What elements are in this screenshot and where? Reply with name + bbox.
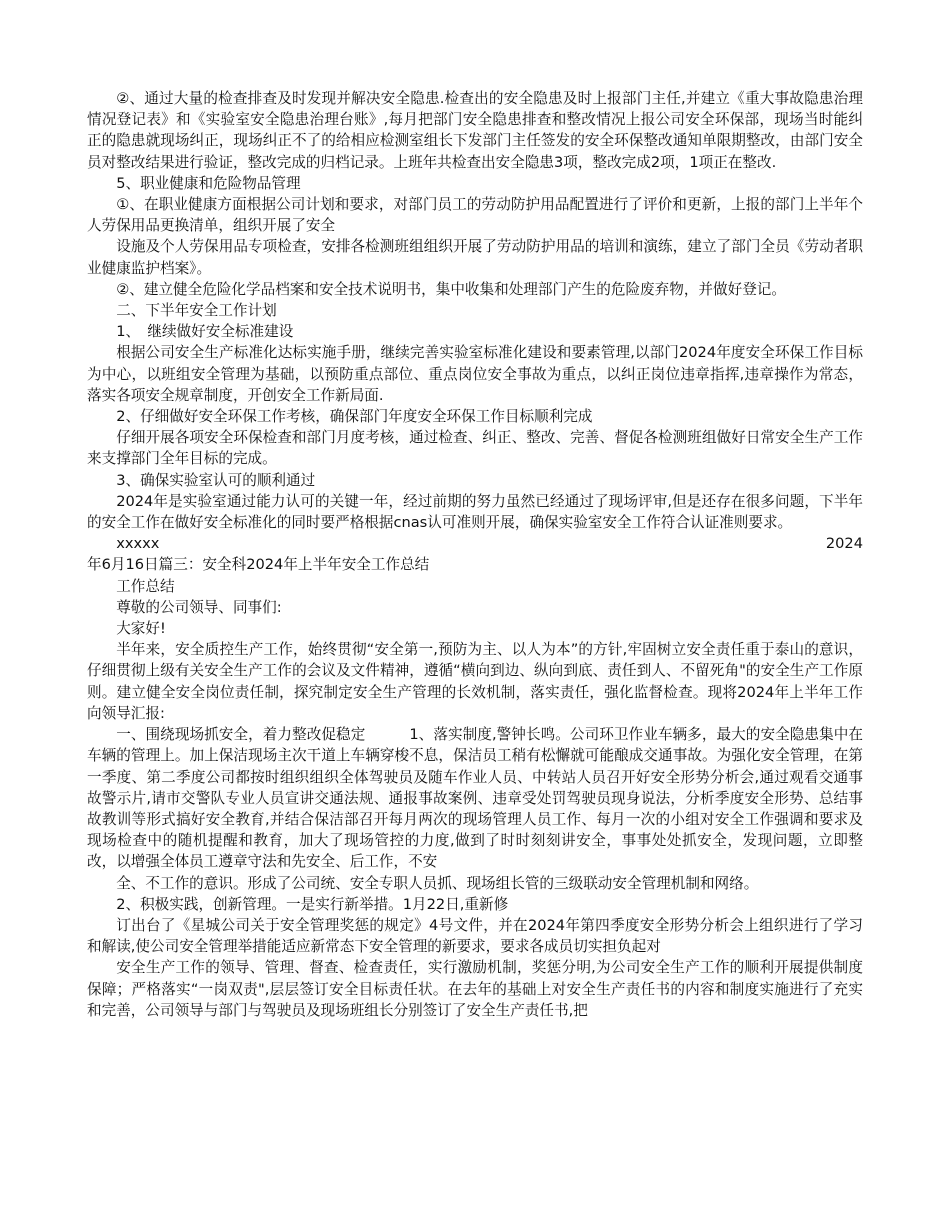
paragraph: 订出台了《星城公司关于安全管理奖惩的规定》4号文件，并在2024年第四季度安全形势分析会上组织进行了学习和解读,使公司安全管理举措能适应新常态下安全管理的新要求，要求各成员切实担负起对 xyxy=(87,916,863,956)
document-body xyxy=(87,88,863,1021)
section-heading: 二、下半年安全工作计划 xyxy=(116,302,277,320)
paragraph: ②、通过大量的检查排查及时发现并解决安全隐患.检查出的安全隐患及时上报部门主任,并建立《重大事故隐患治理情况登记表》和《实验室安全隐患治理台账》,每月把部门安全隐患排查和整改情况上报公司安全环保部，现场当时能纠正的隐患就现场纠正，现场纠正不了的给相应检测室组长下发部门主任签发的安全环保整改通知单限期整改，由部门安全员对整改结果进行验证，整改完成的归档记录。上班年共检查出安全隐患3项，整改完成2项，1项正在整改. xyxy=(87,90,863,171)
section-heading: 3、确保实验室认可的顺利通过 xyxy=(116,471,316,489)
section-heading: 1、 继续做好安全标准建设 xyxy=(116,323,294,341)
section-heading: 2、仔细做好安全环保工作考核，确保部门年度安全环保工作目标顺利完成 xyxy=(116,408,593,426)
paragraph: 一、围绕现场抓安全，着力整改促稳定 1、落实制度,警钟长鸣。公司环卫作业车辆多，最大的安全隐患集中在车辆的管理上。加上保洁现场主次干道上车辆穿梭不息，保洁员工稍有松懈就可能酿成交通事故。为强化安全管理，在第一季度、第二季度公司都按时组织组织全体驾驶员及随车作业人员、中转站人员召开好安全形势分析会,通过观看交通事故警示片,请市交警队专业人员宣讲交通法规、通报事故案例、违章受处罚驾驶员现身说法，分析季度安全形势、总结事故教训等形式搞好安全教育,并结合保洁部召开每月两次的现场管理人员工作、每月一次的小组对安全工作强调和要求及现场检查中的随机提醒和教育，加大了现场管控的力度,做到了时时刻刻讲安全，事事处处抓安全，发现问题，立即整改，以增强全体员工遵章守法和先安全、后工作，不安 xyxy=(87,726,863,871)
signature-name: xxxxx xyxy=(116,535,160,553)
greeting: 大家好! xyxy=(116,620,166,638)
greeting: 尊敬的公司领导、同事们: xyxy=(116,598,282,616)
section-heading: 5、职业健康和危险物品管理 xyxy=(116,174,301,192)
paragraph: 安全生产工作的领导、管理、督查、检查责任，实行激励机制，奖惩分明,为公司安全生产工作的顺利开展提供制度保障；严格落实“一岗双责",层层签订安全目标责任状。在去年的基础上对安全生产责任书的内容和制度实施进行了充实和完善，公司领导与部门与驾驶员及现场班组长分别签订了安全生产责任书,把 xyxy=(87,959,863,1019)
paragraph: 仔细开展各项安全环保检查和部门月度考核，通过检查、纠正、整改、完善、督促各检测班组做好日常安全生产工作来支撑部门全年目标的完成。 xyxy=(87,429,863,468)
section-heading: 工作总结 xyxy=(116,577,175,595)
signature-line xyxy=(87,533,863,554)
paragraph: ②、建立健全危险化学品档案和安全技术说明书，集中收集和处理部门产生的危险废弃物，并做好登记。 xyxy=(116,280,786,298)
paragraph: 根据公司安全生产标准化达标实施手册，继续完善实验室标准化建设和要素管理,以部门2024年度安全环保工作目标为中心，以班组安全管理为基础，以预防重点部位、重点岗位安全事故为重点，以纠正岗位违章指挥,违章操作为常态，落实各项安全规章制度，开创安全工作新局面. xyxy=(87,344,863,404)
paragraph: ①、在职业健康方面根据公司计划和要求，对部门员工的劳动防护用品配置进行了评价和更新，上报的部门上半年个人劳保用品更换清单，组织开展了安全 xyxy=(87,196,863,235)
paragraph: 半年来，安全质控生产工作，始终贯彻“安全第一,预防为主、以人为本”的方针,牢固树立安全责任重于泰山的意识，仔细贯彻上级有关安全生产工作的会议及文件精神，遵循“横向到边、纵向到底、责任到人、不留死角"的安全生产工作原则。建立健全安全岗位责任制，探究制定安全生产管理的长效机制，落实责任，强化监督检查。现将2024年上半年工作向领导汇报: xyxy=(87,641,863,722)
date-line: 年6月16日篇三：安全科2024年上半年安全工作总结 xyxy=(87,556,430,574)
paragraph: 设施及个人劳保用品专项检查，安排各检测班组组织开展了劳动防护用品的培训和演练，建立了部门全员《劳动者职业健康监护档案》。 xyxy=(87,238,863,277)
signature-year: 2024 xyxy=(825,535,863,553)
paragraph: 2、积极实践，创新管理。一是实行新举措。1月22日,重新修 xyxy=(116,895,509,913)
paragraph: 全、不工作的意识。形成了公司统、安全专职人员抓、现场组长管的三级联动安全管理机制和网络。 xyxy=(116,874,759,892)
paragraph: 2024年是实验室通过能力认可的关键一年，经过前期的努力虽然已经通过了现场评审,但是还存在很多问题，下半年的安全工作在做好安全标准化的同时要严格根据cnas认可准则开展，确保实验室安全工作符合认证准则要求。 xyxy=(87,492,863,532)
